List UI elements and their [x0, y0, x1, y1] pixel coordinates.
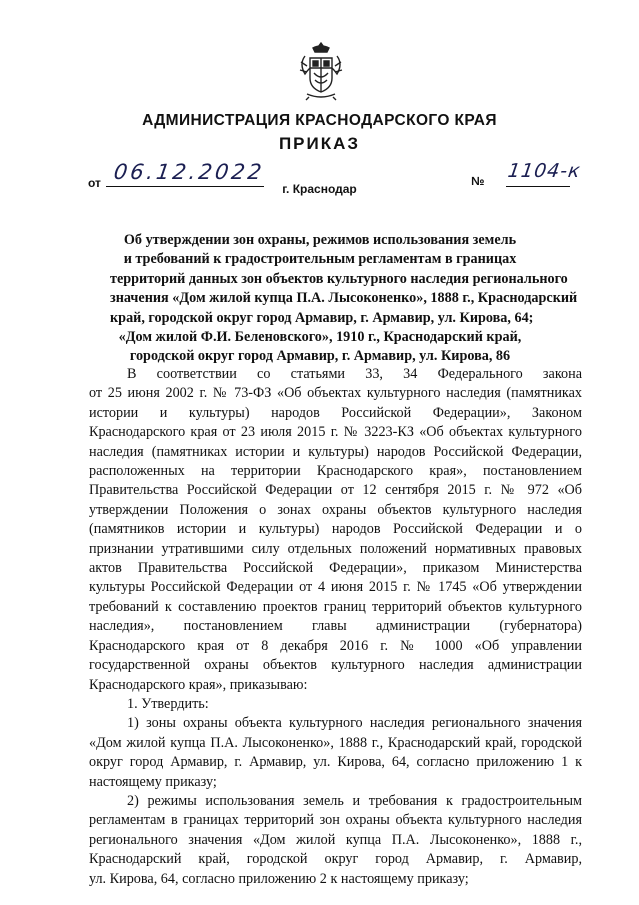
- number-label: №: [471, 174, 485, 188]
- body-line: округ город Армавир, г. Армавир, ул. Кирова, 64, согласно приложению 1 к: [89, 754, 582, 771]
- body-line: Краснодарский край, городской округ город Армавир, г. Армавир,: [89, 851, 582, 868]
- paragraph-approve: [89, 695, 582, 714]
- title-line: и требований к градостроительным регламентам в границах: [123, 251, 517, 268]
- body-line: Краснодарского края», приказываю:: [89, 676, 308, 693]
- title-line: значения «Дом жилой купца П.А. Лысоконенко», 1888 г., Краснодарский: [110, 290, 578, 307]
- body-line: утверждении Положения о зонах охраны объектов культурного наследия: [89, 501, 582, 518]
- body-line: «Дом жилой купца П.А. Лысоконенко», 1888 г., Краснодарский край, городской: [89, 734, 582, 751]
- body-line: Краснодарского края от 23 июля 2015 г. № 3223-КЗ «Об объектах культурного: [89, 424, 582, 441]
- body-line: настоящему приказу;: [89, 773, 217, 790]
- body-line: регионального значения «Дом жилой купца П.А. Лысоконенко», 1888 г.,: [89, 831, 582, 848]
- date-label: от: [88, 176, 101, 190]
- body-line: требований к составлению проектов границ территорий объектов культурного: [89, 598, 582, 615]
- body-line: Краснодарского края от 8 декабря 2016 г. № 1000 «Об управлении: [89, 637, 582, 654]
- title-line: территорий данных зон объектов культурного наследия регионального: [110, 270, 568, 287]
- document-body: [89, 365, 582, 889]
- body-line: от 25 июня 2002 г. № 73-ФЗ «Об объектах культурного наследия (памятниках: [89, 385, 582, 402]
- paragraph-preamble: [89, 365, 582, 695]
- body-line: (памятников истории и культуры) народов Российской Федерации и о: [89, 521, 582, 538]
- city: г. Краснодар: [282, 182, 357, 196]
- paragraph-item-1: [89, 714, 582, 792]
- body-line: 1. Утвердить:: [127, 695, 209, 712]
- body-line: расположенных на территории Краснодарского края», постановлением: [89, 463, 582, 480]
- handwritten-date: 06.12.2022: [112, 160, 266, 184]
- title-line: край, городской округ город Армавир, г. Армавир, ул. Кирова, 64;: [110, 309, 534, 326]
- organization-name: АДМИНИСТРАЦИЯ КРАСНОДАРСКОГО КРАЯ: [142, 112, 497, 129]
- body-line: 1) зоны охраны объекта культурного наследия регионального значения: [127, 715, 582, 732]
- paragraph-item-2: [89, 792, 582, 889]
- body-line: наследия», постановлением главы администрации (губернатора): [89, 618, 582, 635]
- document-title: [110, 231, 578, 367]
- body-line: Правительства Российской Федерации от 12 сентября 2015 г. № 972 «Об: [89, 482, 582, 499]
- body-line: актов Правительства Российской Федерации», приказом Министерства: [89, 560, 582, 577]
- document-type: ПРИКАЗ: [278, 134, 361, 153]
- body-line: культуры Российской Федерации от 4 июня 2015 г. № 1745 «Об утверждении: [89, 579, 582, 596]
- body-line: государственной охраны объектов культурного наследия администрации: [89, 657, 582, 674]
- body-line: истории и культуры) народов Российской Федерации», Законом: [89, 404, 582, 421]
- title-line: Об утверждении зон охраны, режимов использования земель: [123, 232, 517, 248]
- coat-of-arms-emblem: [297, 40, 345, 102]
- handwritten-number: 1104-к: [506, 160, 583, 182]
- body-line: В соответствии со статьями 33, 34 Федерального закона: [127, 366, 582, 382]
- title-line: городской округ город Армавир, г. Армавир, ул. Кирова, 86: [129, 348, 511, 365]
- body-line: признании утратившими силу отдельных положений нормативных правовых: [89, 540, 582, 557]
- title-line: «Дом жилой Ф.И. Беленовского», 1910 г., Краснодарский край,: [118, 329, 522, 346]
- body-line: ул. Кирова, 64, согласно приложению 2 к настоящему приказу;: [89, 870, 469, 887]
- body-line: регламентам в границах территорий зон охраны объекта культурного наследия: [89, 812, 582, 829]
- body-line: 2) режимы использования земель и требования к градостроительным: [127, 792, 582, 809]
- body-line: наследия (памятниках истории и культуры) народов Российской Федерации,: [89, 443, 582, 460]
